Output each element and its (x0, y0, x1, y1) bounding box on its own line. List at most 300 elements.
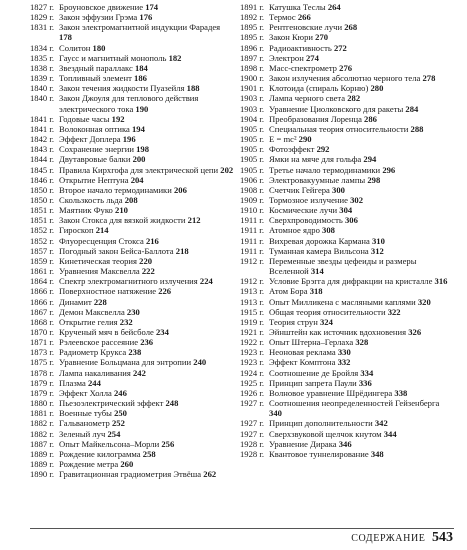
toc-entry (30, 83, 234, 93)
toc-entry (240, 114, 454, 124)
entry-year: 1829 г. (30, 12, 55, 23)
entry-text (54, 144, 234, 154)
entry-year: 1873 г. (30, 347, 55, 358)
entry-page-number: 212 (187, 215, 201, 226)
toc-entry (30, 276, 234, 286)
entry-page-number: 242 (133, 367, 146, 378)
entry-text (264, 32, 454, 42)
entry-page-number: 292 (316, 144, 330, 155)
toc-entry (30, 2, 234, 12)
entry-text (264, 104, 454, 114)
entry-year: 1919 г. (240, 316, 265, 327)
entry-page-number: 308 (322, 225, 335, 236)
entry-year: 1851 г. (30, 205, 55, 216)
entry-year: 1840 г. (30, 83, 55, 94)
entry-page-number: 322 (387, 306, 401, 317)
entry-page-number: 278 (422, 73, 436, 84)
entry-page-number: 252 (111, 418, 125, 429)
toc-entry (240, 43, 454, 53)
toc-entry (30, 266, 234, 276)
toc-entry (240, 63, 454, 73)
entry-title: Гальванометр (59, 418, 110, 429)
entry-page-number: 194 (131, 123, 145, 134)
entry-title: Флуоресценция Стокса (59, 235, 144, 246)
entry-year: 1889 г. (30, 448, 55, 459)
entry-year: 1866 г. (30, 286, 55, 297)
entry-text (54, 408, 234, 418)
entry-year: 1850 г. (30, 184, 55, 195)
entry-page-number: 334 (360, 367, 374, 378)
entry-text (54, 286, 234, 296)
entry-title: E = mc² (269, 134, 297, 145)
entry-text (54, 256, 234, 266)
entry-title: Закон электромагнитной индукции Фарадея (59, 22, 221, 33)
entry-year: 1864 г. (30, 276, 55, 287)
entry-page-number: 268 (344, 22, 358, 33)
entry-page-number: 304 (339, 205, 353, 216)
toc-entry (30, 93, 234, 113)
entry-text (264, 12, 454, 22)
entry-year: 1915 г. (240, 306, 265, 317)
entry-page-number: 314 (310, 266, 324, 277)
entry-text (264, 429, 454, 439)
entry-year: 1891 г. (240, 2, 265, 12)
footer-divider (30, 528, 454, 529)
entry-text (264, 22, 454, 32)
entry-year: 1911 г. (240, 235, 264, 246)
toc-entry (240, 388, 454, 398)
entry-year: 1892 г. (240, 12, 265, 23)
entry-page-number: 254 (107, 428, 121, 439)
entry-title: Закон Кюри (269, 32, 313, 43)
entry-title: Сверхпроводимость (269, 215, 343, 226)
footer-page-number: 543 (432, 530, 453, 545)
entry-title: Эффект Холла (59, 387, 112, 398)
entry-page-number: 286 (364, 113, 377, 124)
entry-page-number: 318 (309, 286, 323, 297)
entry-text (264, 93, 454, 103)
entry-title: Общая теория относительности (269, 306, 386, 317)
entry-page-number: 220 (139, 255, 153, 266)
toc-entry (240, 449, 454, 459)
entry-title: Второе начало термодинамики (59, 184, 172, 195)
toc-entry (30, 205, 234, 215)
toc-entry (30, 357, 234, 367)
entry-page-number: 326 (408, 327, 422, 337)
toc-entry (30, 317, 234, 327)
toc-entry (240, 429, 454, 439)
toc-entry (240, 317, 454, 327)
toc-entry (240, 276, 454, 286)
entry-title: Преобразования Лоренца (269, 113, 362, 124)
entry-title: Закон Стокса для вязкой жидкости (59, 215, 186, 226)
entry-text (264, 398, 454, 418)
entry-page-number: 206 (173, 184, 187, 195)
toc-entry (30, 225, 234, 235)
toc-entry (240, 307, 454, 317)
entry-year: 1870 г. (30, 327, 55, 337)
entry-text (264, 154, 454, 164)
entry-title: Катушка Теслы (269, 2, 326, 12)
entry-page-number: 340 (269, 408, 282, 419)
entry-title: Крученый мяч в бейсболе (59, 327, 154, 337)
toc-entry (30, 307, 234, 317)
entry-year: 1881 г. (30, 408, 55, 419)
entry-page-number: 344 (383, 428, 397, 439)
entry-page-number: 302 (350, 194, 363, 205)
entry-text (54, 43, 234, 53)
entry-year: 1880 г. (30, 398, 55, 409)
entry-year: 1882 г. (30, 428, 55, 439)
entry-page-number: 342 (374, 418, 388, 429)
entry-page-number: 336 (358, 377, 372, 388)
entry-title: Поверхностное натяжение (59, 286, 157, 297)
entry-title: Опыт Милликена с масляными каплями (269, 296, 416, 307)
entry-text (54, 154, 234, 164)
entry-title: Кинетическая теория (59, 255, 137, 266)
entry-title: Рэлеевское рассеяние (59, 337, 139, 348)
entry-year: 1895 г. (240, 32, 265, 43)
entry-page-number: 332 (337, 357, 351, 368)
toc-entry (240, 12, 454, 22)
entry-page-number: 244 (87, 377, 101, 388)
toc-entry (30, 144, 234, 154)
toc-entry (240, 357, 454, 367)
entry-title: Масс-спектрометр (269, 62, 337, 73)
toc-entry (30, 347, 234, 357)
entry-title: Погодный закон Бейса-Баллота (59, 245, 174, 256)
entry-text (54, 297, 234, 307)
entry-text (54, 317, 234, 327)
entry-year: 1903 г. (240, 103, 265, 114)
entry-text (264, 439, 454, 449)
entry-title: Неоновая реклама (269, 347, 336, 358)
entry-title: Открытие Нептуна (59, 174, 129, 185)
entry-page-number: 272 (333, 42, 347, 53)
entry-page-number: 300 (332, 184, 345, 195)
entry-page-number: 288 (410, 123, 424, 134)
entry-title: Маятник Фуко (59, 205, 113, 216)
toc-entry (30, 378, 234, 388)
toc-entry (30, 124, 234, 134)
entry-text (264, 165, 454, 175)
toc-entry (30, 256, 234, 266)
entry-year: 1898 г. (240, 62, 265, 73)
toc-entry (30, 175, 234, 185)
entry-title: Соотношение де Бройля (269, 367, 359, 378)
entry-text (264, 144, 454, 154)
entry-year: 1927 г. (240, 428, 265, 439)
entry-page-number: 280 (370, 83, 384, 94)
entry-page-number: 310 (371, 235, 385, 246)
entry-page-number: 312 (370, 245, 384, 256)
entry-text (264, 236, 454, 246)
entry-title: Эйнштейн как источник вдохновения (269, 327, 407, 337)
entry-page-number: 290 (298, 134, 312, 145)
toc-entry (240, 439, 454, 449)
entry-page-number: 348 (370, 448, 384, 459)
entry-title: Уравнение Больцмана для энтропии (59, 357, 192, 368)
entry-year: 1926 г. (240, 387, 265, 398)
toc-entry (240, 215, 454, 225)
entry-text (264, 185, 454, 195)
entry-year: 1846 г. (30, 174, 55, 185)
entry-page-number: 264 (327, 2, 341, 12)
footer-section-label: СОДЕРЖАНИЕ (351, 533, 426, 544)
entry-page-number: 182 (168, 52, 182, 63)
entry-text (264, 327, 454, 337)
entry-page-number: 196 (122, 134, 136, 145)
entry-year: 1905 г. (240, 164, 265, 175)
entry-title: Вихревая дорожка Кармана (269, 235, 370, 246)
entry-page-number: 226 (158, 286, 172, 297)
toc-entry (240, 83, 454, 93)
entry-title: Уравнение Циолковского для ракеты (269, 103, 404, 114)
entry-title: Броуновское движение (59, 2, 144, 12)
entry-title: Космические лучи (269, 205, 338, 216)
toc-entry (30, 449, 234, 459)
toc-entry (240, 297, 454, 307)
entry-year: 1867 г. (30, 306, 55, 317)
entry-year: 1927 г. (240, 418, 265, 429)
entry-title: Волоконная оптика (59, 123, 130, 134)
entry-title: Фотоэффект (269, 144, 315, 155)
entry-page-number: 218 (175, 245, 189, 256)
entry-title: Военные тубы (59, 408, 112, 419)
entry-page-number: 316 (434, 276, 448, 287)
entry-text (264, 215, 454, 225)
entry-text (264, 368, 454, 378)
entry-title: Электровакуумные лампы (269, 174, 366, 185)
entry-year: 1852 г. (30, 225, 55, 236)
toc-entry (30, 459, 234, 469)
entry-text (264, 2, 454, 12)
entry-title: Пьезоэлектрический эффект (59, 398, 164, 409)
toc-entry (240, 378, 454, 388)
entry-page-number: 214 (95, 225, 109, 236)
entry-year: 1905 г. (240, 134, 265, 145)
entry-page-number: 204 (130, 174, 144, 185)
toc-entry (240, 32, 454, 42)
entry-title: Электрон (269, 52, 304, 63)
entry-text (264, 256, 454, 276)
toc-entry (30, 246, 234, 256)
entry-page-number: 224 (199, 276, 213, 287)
toc-entry (240, 327, 454, 337)
entry-title: Спектр электромагнитного излучения (59, 276, 198, 287)
entry-text (54, 165, 234, 175)
entry-year: 1910 г. (240, 205, 265, 216)
entry-title: Соотношения неопределенностей Гейзенберга (269, 398, 440, 409)
entry-page-number: 282 (347, 93, 361, 104)
entry-text (264, 63, 454, 73)
entry-text (54, 368, 234, 378)
entry-title: Уравнения Максвелла (59, 266, 140, 277)
entry-page-number: 240 (193, 357, 207, 368)
entry-text (54, 124, 234, 134)
entry-text (54, 73, 234, 83)
toc-entry (240, 225, 454, 235)
entry-year: 1840 г. (30, 93, 55, 104)
entry-page-number: 296 (382, 164, 396, 175)
entry-page-number: 208 (124, 194, 138, 205)
toc-entry (240, 175, 454, 185)
entry-page-number: 346 (338, 438, 352, 449)
toc-entry (30, 185, 234, 195)
entry-text (54, 439, 234, 449)
entry-page-number: 258 (142, 448, 156, 459)
entry-year: 1841 г. (30, 113, 55, 124)
entry-page-number: 234 (156, 327, 169, 337)
entry-text (54, 398, 234, 408)
entry-text (54, 449, 234, 459)
entry-page-number: 266 (297, 12, 311, 23)
entry-page-number: 236 (140, 337, 154, 348)
toc-entry (30, 165, 234, 175)
entry-page-number: 270 (315, 32, 329, 43)
entry-year: 1911 г. (240, 225, 264, 236)
entry-page-number: 256 (161, 438, 175, 449)
toc-entry (240, 236, 454, 246)
entry-text (54, 307, 234, 317)
entry-title: Опыт Штерна–Герлаха (269, 337, 354, 348)
entry-text (264, 83, 454, 93)
entry-year: 1921 г. (240, 327, 265, 337)
entry-text (264, 337, 454, 347)
toc-entry (30, 398, 234, 408)
entry-text (54, 195, 234, 205)
entry-year: 1905 г. (240, 123, 265, 134)
entry-title: Закон излучения абсолютно черного тела (269, 73, 421, 84)
entry-title: Плазма (59, 377, 86, 388)
entry-title: Принцип запрета Паули (269, 377, 357, 388)
toc-entry (30, 388, 234, 398)
entry-year: 1839 г. (30, 73, 55, 84)
entry-text (264, 205, 454, 215)
toc-entry (240, 154, 454, 164)
toc-entry (30, 337, 234, 347)
entry-page-number: 248 (165, 398, 179, 409)
entry-page-number: 328 (355, 337, 369, 348)
entry-text (264, 225, 454, 235)
entry-text (54, 53, 234, 63)
entry-text (54, 266, 234, 276)
entry-title: Двутавровые балки (59, 154, 131, 165)
entry-title: Сохранение энергии (59, 144, 134, 155)
toc-entry (240, 205, 454, 215)
entry-title: Гироскоп (59, 225, 94, 236)
entry-text (54, 459, 234, 469)
toc-entry (240, 347, 454, 357)
entry-page-number: 246 (113, 387, 127, 398)
entry-year: 1928 г. (240, 438, 265, 449)
entry-title: Открытие гелия (59, 316, 118, 327)
entry-year: 1834 г. (30, 42, 55, 53)
toc-entry (30, 286, 234, 296)
entry-title: Сверхзвуковой щелчок кнутом (269, 428, 382, 439)
entry-year: 1903 г. (240, 93, 265, 104)
toc-entry (30, 22, 234, 42)
entry-title: Радиоактивность (269, 42, 332, 53)
entry-title: Теория струн (269, 316, 318, 327)
entry-page-number: 180 (92, 42, 106, 53)
entry-year: 1905 г. (240, 144, 265, 155)
toc-entry (30, 154, 234, 164)
entry-year: 1924 г. (240, 367, 265, 378)
entry-text (54, 337, 234, 347)
entry-title: Закон Джоуля для теплового действия электрического тока (59, 93, 199, 114)
entry-title: Рождение килограмма (59, 448, 141, 459)
entry-page-number: 202 (220, 164, 234, 175)
entry-page-number: 216 (145, 235, 159, 246)
entry-year: 1843 г. (30, 144, 55, 155)
entry-text (54, 83, 234, 93)
entry-text (54, 469, 234, 479)
entry-year: 1895 г. (240, 22, 265, 33)
entry-title: Тормозное излучение (269, 194, 348, 205)
entry-text (54, 388, 234, 398)
entry-title: Опыт Майкельсона–Морли (59, 438, 160, 449)
entry-year: 1859 г. (30, 255, 55, 266)
entry-text (54, 215, 234, 225)
entry-year: 1852 г. (30, 235, 55, 246)
toc-entry (240, 195, 454, 205)
entry-year: 1831 г. (30, 22, 55, 33)
entry-page-number: 232 (119, 316, 133, 327)
entry-title: Годовые часы (59, 113, 110, 124)
entry-year: 1887 г. (30, 438, 55, 449)
entry-page-number: 306 (344, 215, 358, 226)
entry-title: Переменные звезды цефеиды и размеры Вселенной (269, 255, 417, 277)
entry-page-number: 260 (120, 459, 134, 470)
toc-entry (30, 469, 234, 479)
toc-entry (30, 236, 234, 246)
entry-page-number: 230 (126, 306, 140, 317)
entry-text (54, 378, 234, 388)
entry-year: 1913 г. (240, 296, 265, 307)
entry-text (54, 205, 234, 215)
entry-year: 1889 г. (30, 459, 55, 470)
entry-year: 1909 г. (240, 194, 265, 205)
entry-year: 1923 г. (240, 357, 265, 368)
entry-text (54, 236, 234, 246)
entry-page-number: 228 (93, 296, 107, 307)
toc-entry (240, 134, 454, 144)
entry-text (54, 63, 234, 73)
entry-year: 1922 г. (240, 337, 265, 348)
entry-title: Специальная теория относительности (269, 123, 409, 134)
entry-title: Рентгеновские лучи (269, 22, 343, 33)
entry-text (54, 134, 234, 144)
entry-text (54, 93, 234, 113)
entry-page-number: 188 (186, 83, 200, 94)
entry-year: 1838 г. (30, 62, 55, 73)
toc-entry (240, 368, 454, 378)
entry-text (264, 134, 454, 144)
entry-year: 1927 г. (240, 398, 265, 409)
entry-text (54, 225, 234, 235)
entry-year: 1844 г. (30, 154, 55, 165)
entry-year: 1841 г. (30, 123, 55, 134)
entry-page-number: 184 (134, 62, 148, 73)
toc-entry (30, 408, 234, 418)
entry-text (264, 175, 454, 185)
entry-year: 1901 г. (240, 83, 265, 94)
entry-text (54, 22, 234, 42)
entry-text (54, 347, 234, 357)
entry-title: Динамит (59, 296, 92, 307)
toc-entry (240, 337, 454, 347)
